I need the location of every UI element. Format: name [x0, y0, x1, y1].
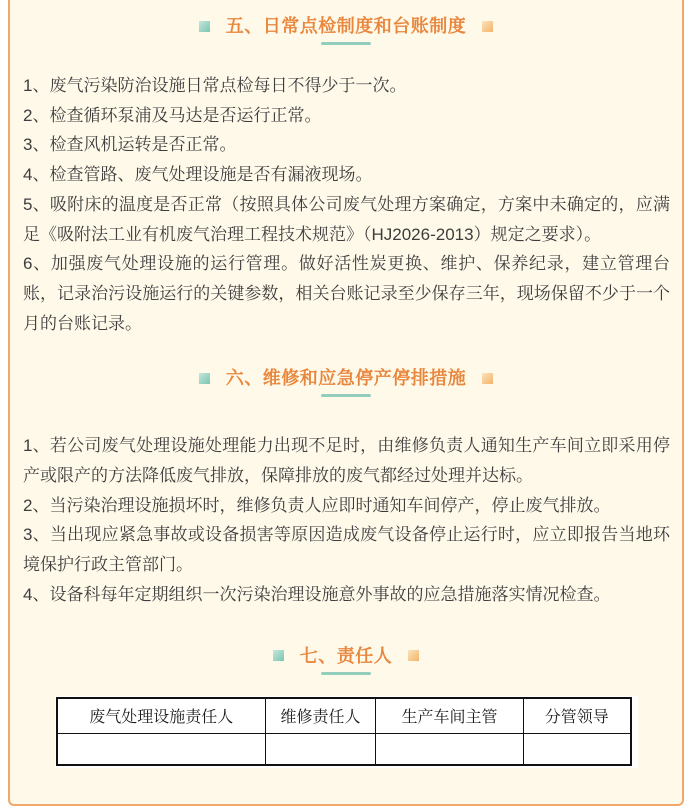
section-heading-6 [10, 366, 682, 397]
list-item: 4、设备科每年定期组织一次污染治理设施意外事故的应急措施落实情况检查。 [23, 584, 611, 604]
responsibility-table-wrap [55, 696, 638, 768]
heading-underline [321, 42, 371, 45]
list-item: 4、检查管路、废气处理设施是否有漏液现场。 [23, 165, 373, 185]
orange-square-icon [408, 650, 419, 661]
table-cell [524, 733, 631, 765]
list-item: 3、当出现应紧急事故或设备损害等原因造成废气设备停止运行时，应立即报告当地环境保护行政主管部门。 [23, 525, 670, 575]
section-5-list [10, 71, 682, 338]
heading-underline [321, 672, 371, 675]
col-header-leader-in-charge: 分管领导 [524, 698, 631, 734]
table-row [57, 733, 631, 765]
section-title: 六、维修和应急停产停排措施 [225, 368, 467, 389]
table-cell [57, 733, 266, 765]
table-header-row [57, 698, 631, 734]
list-item: 5、吸附床的温度是否正常（按照具体公司废气处理方案确定，方案中未确定的，应满足《吸附法工业有机废气治理工程技术规范》（HJ2026-2013）规定之要求）。 [23, 194, 670, 244]
teal-square-icon [199, 373, 210, 384]
list-item: 6、加强废气处理设施的运行管理。做好活性炭更换、维护、保养纪录，建立管理台账，记录治污设施运行的关键参数，相关台账记录至少保存三年，现场保留不少于一个月的台账记录。 [23, 254, 670, 333]
section-heading-5 [10, 14, 682, 45]
section-heading-7 [10, 644, 682, 675]
col-header-workshop-supervisor: 生产车间主管 [376, 698, 524, 734]
section-6-list [10, 431, 682, 609]
table-cell [376, 733, 524, 765]
table-cell [266, 733, 376, 765]
heading-underline [321, 394, 371, 397]
content-card [8, 0, 684, 806]
orange-square-icon [482, 373, 493, 384]
list-item: 2、当污染治理设施损坏时，维修负责人应即时通知车间停产，停止废气排放。 [23, 495, 611, 515]
section-title: 五、日常点检制度和台账制度 [225, 16, 467, 36]
col-header-maintenance-responsible: 维修责任人 [266, 698, 376, 734]
list-item: 3、检查风机运转是否正常。 [23, 135, 237, 155]
teal-square-icon [199, 21, 210, 32]
section-title: 七、责任人 [299, 645, 393, 666]
responsibility-table [56, 697, 632, 766]
list-item: 1、若公司废气处理设施处理能力出现不足时，由维修负责人通知生产车间立即采用停产或限产的方法降低废气排放，保障排放的废气都经过处理并达标。 [23, 436, 670, 486]
list-item: 1、废气污染防治设施日常点检每日不得少于一次。 [23, 76, 407, 95]
list-item: 2、检查循环泵浦及马达是否运行正常。 [23, 105, 322, 125]
col-header-facility-responsible: 废气处理设施责任人 [57, 698, 266, 734]
orange-square-icon [482, 21, 493, 32]
teal-square-icon [273, 650, 284, 661]
